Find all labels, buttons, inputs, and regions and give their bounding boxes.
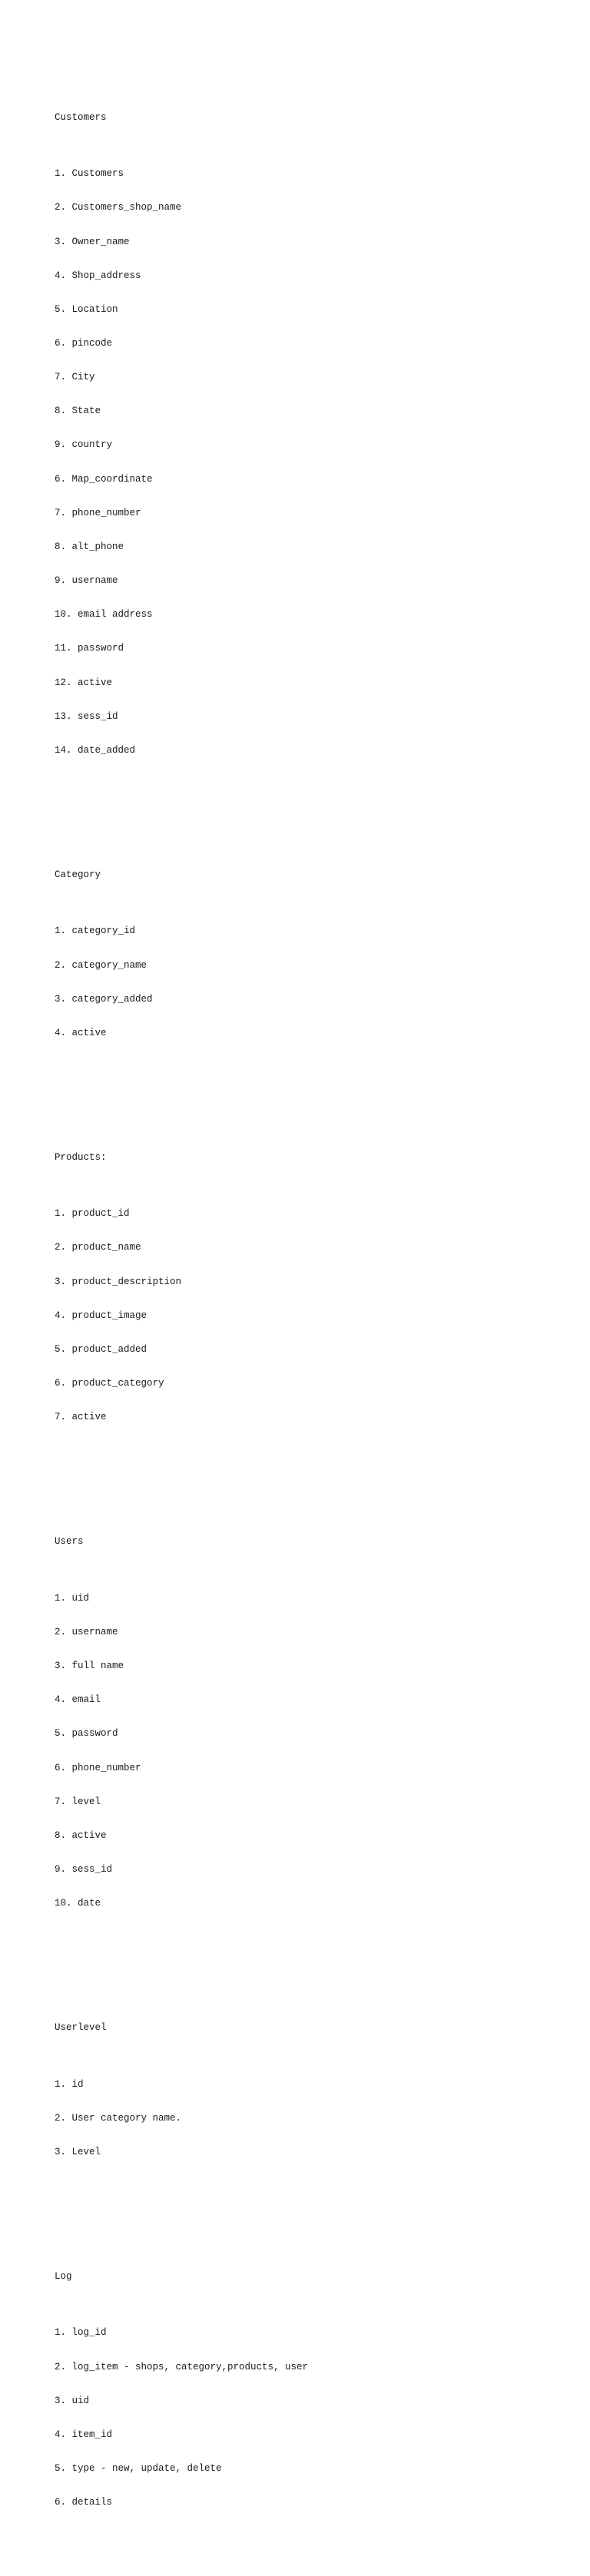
list-item: 2. product_name bbox=[55, 1242, 141, 1253]
list-item: 1. category_id bbox=[55, 925, 136, 937]
list-item: 5. type - new, update, delete bbox=[55, 2463, 222, 2475]
list-item: 14. date_added bbox=[55, 744, 136, 756]
list-item: 3. category_added bbox=[55, 993, 153, 1005]
field-list bbox=[55, 146, 308, 779]
list-item: 1. Customers bbox=[55, 168, 124, 180]
list-item: 3. product_description bbox=[55, 1276, 182, 1287]
list-item: 8. alt_phone bbox=[55, 541, 124, 552]
list-item: 1. product_id bbox=[55, 1208, 130, 1220]
list-item: 3. full name bbox=[55, 1660, 124, 1672]
list-item: 7. active bbox=[55, 1412, 107, 1423]
section-products bbox=[55, 1129, 308, 1468]
document-body bbox=[55, 55, 308, 2576]
list-item: 11. password bbox=[55, 643, 124, 654]
list-item: 3. Level bbox=[55, 2146, 101, 2157]
list-item: 6. Map_coordinate bbox=[55, 473, 153, 485]
list-item: 5. Location bbox=[55, 303, 118, 315]
section-userlevel bbox=[55, 2000, 308, 2204]
section-customers bbox=[55, 89, 308, 801]
section-title: Category bbox=[55, 869, 101, 880]
list-item: 13. sess_id bbox=[55, 710, 118, 722]
list-item: 3. uid bbox=[55, 2395, 90, 2406]
section-title: Products: bbox=[55, 1151, 107, 1163]
section-title: Userlevel bbox=[55, 2022, 107, 2034]
list-item: 2. User category name. bbox=[55, 2112, 182, 2124]
list-item: 1. log_id bbox=[55, 2327, 107, 2339]
section-category bbox=[55, 846, 308, 1084]
section-log bbox=[55, 2248, 308, 2553]
section-title: Customers bbox=[55, 111, 107, 123]
list-item: 6. phone_number bbox=[55, 1762, 141, 1773]
list-item: 2. Customers_shop_name bbox=[55, 202, 182, 214]
list-item: 7. phone_number bbox=[55, 507, 141, 518]
list-item: 5. password bbox=[55, 1728, 118, 1740]
list-item: 8. active bbox=[55, 1829, 107, 1841]
list-item: 9. username bbox=[55, 575, 118, 587]
list-item: 10. date bbox=[55, 1898, 101, 1909]
list-item: 9. sess_id bbox=[55, 1864, 113, 1875]
field-list bbox=[55, 2056, 308, 2180]
list-item: 1. id bbox=[55, 2078, 84, 2090]
list-item: 12. active bbox=[55, 677, 113, 688]
list-item: 2. log_item - shops, category,products, user bbox=[55, 2361, 309, 2372]
field-list bbox=[55, 1186, 308, 1446]
list-item: 7. level bbox=[55, 1796, 101, 1807]
list-item: 3. Owner_name bbox=[55, 236, 130, 247]
field-list bbox=[55, 2305, 308, 2531]
list-item: 4. Shop_address bbox=[55, 270, 141, 281]
list-item: 2. username bbox=[55, 1626, 118, 1637]
section-title: Log bbox=[55, 2270, 72, 2282]
list-item: 4. email bbox=[55, 1694, 101, 1706]
list-item: 2. category_name bbox=[55, 959, 148, 971]
list-item: 4. product_image bbox=[55, 1310, 148, 1321]
list-item: 6. product_category bbox=[55, 1378, 164, 1389]
list-item: 4. item_id bbox=[55, 2429, 113, 2440]
list-item: 9. country bbox=[55, 439, 113, 451]
field-list bbox=[55, 1570, 308, 1932]
list-item: 8. State bbox=[55, 406, 101, 417]
list-item: 6. pincode bbox=[55, 337, 113, 349]
list-item: 6. details bbox=[55, 2497, 113, 2508]
list-item: 5. product_added bbox=[55, 1343, 148, 1355]
list-item: 10. email address bbox=[55, 609, 153, 621]
section-users bbox=[55, 1514, 308, 1955]
list-item: 4. active bbox=[55, 1027, 107, 1038]
section-title: Users bbox=[55, 1536, 84, 1548]
field-list bbox=[55, 903, 308, 1061]
list-item: 7. City bbox=[55, 372, 95, 383]
list-item: 1. uid bbox=[55, 1592, 90, 1604]
